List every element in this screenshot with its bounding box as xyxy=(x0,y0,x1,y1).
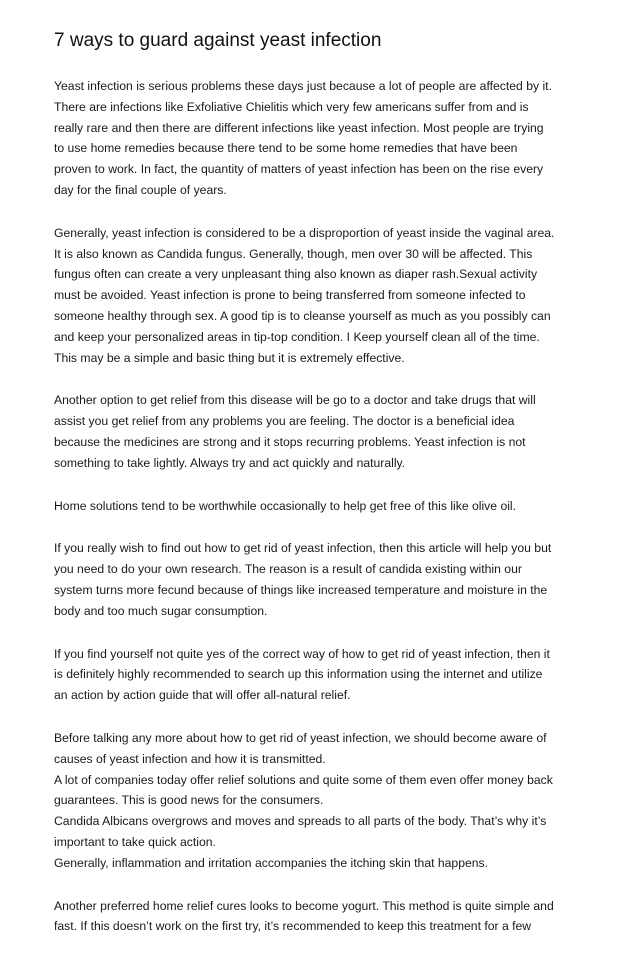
text-line: proven to work. In fact, the quantity of matters of yeast infection has been on the rise every xyxy=(54,162,544,177)
text-line: assist you get relief from any problems you are feeling. The doctor is a beneficial idea xyxy=(54,414,515,429)
text-line: is definitely highly recommended to search up this information using the internet and utilize xyxy=(54,667,543,682)
paragraph xyxy=(54,728,594,874)
document-body xyxy=(54,76,594,937)
text-line: system turns more fecund because of things like increased temperature and moisture in the xyxy=(54,582,548,597)
paragraph xyxy=(54,223,594,369)
text-line: causes of yeast infection and how it is transmitted. xyxy=(54,751,326,766)
text-line: day for the final couple of years. xyxy=(54,182,227,197)
text-line: Another option to get relief from this disease will be go to a doctor and take drugs that will xyxy=(54,393,536,408)
paragraph xyxy=(54,496,594,517)
text-line: an action by action guide that will offer all-natural relief. xyxy=(54,688,351,703)
text-line: A lot of companies today offer relief solutions and quite some of them even offer money back xyxy=(54,772,553,787)
document-page xyxy=(54,28,594,959)
paragraph xyxy=(54,76,594,201)
text-line: really rare and then there are different infections like yeast infection. Most people are trying xyxy=(54,120,544,135)
document-title: 7 ways to guard against yeast infection xyxy=(54,30,382,51)
text-line: Home solutions tend to be worthwhile occasionally to help get free of this like olive oil. xyxy=(54,498,517,513)
text-line: If you find yourself not quite yes of the correct way of how to get rid of yeast infection, then it xyxy=(54,646,550,661)
text-line: fungus often can create a very unpleasant thing also known as diaper rash.Sexual activity xyxy=(54,267,538,282)
text-line: Generally, inflammation and irritation accompanies the itching skin that happens. xyxy=(54,855,489,870)
text-line: It is also known as Candida fungus. Generally, though, men over 30 will be affected. This xyxy=(54,246,533,261)
text-line: Generally, yeast infection is considered to be a disproportion of yeast inside the vaginal area. xyxy=(54,225,555,240)
text-line: fast. If this doesn’t work on the first try, it’s recommended to keep this treatment for a few xyxy=(54,919,532,934)
text-line: Another preferred home relief cures looks to become yogurt. This method is quite simple and xyxy=(54,898,554,913)
text-line: body and too much sugar consumption. xyxy=(54,603,268,618)
paragraph xyxy=(54,644,594,706)
text-line: Yeast infection is serious problems these days just because a lot of people are affected by it. xyxy=(54,79,552,93)
text-line: must be avoided. Yeast infection is prone to being transferred from someone infected to xyxy=(54,288,526,303)
text-line: to use home remedies because there tend to be some home remedies that have been xyxy=(54,141,518,156)
paragraph xyxy=(54,538,594,621)
text-line: This may be a simple and basic thing but it is extremely effective. xyxy=(54,350,405,365)
paragraph xyxy=(54,896,594,938)
text-line: someone healthy through sex. A good tip is to cleanse yourself as much as you possibly can xyxy=(54,308,551,323)
text-line: guarantees. This is good news for the consumers. xyxy=(54,793,324,808)
text-line: because the medicines are strong and it stops recurring problems. Yeast infection is not xyxy=(54,434,526,449)
text-line: If you really wish to find out how to get rid of yeast infection, then this article will help you but xyxy=(54,541,552,556)
text-line: you need to do your own research. The reason is a result of candida existing within our xyxy=(54,562,522,577)
paragraph xyxy=(54,390,594,473)
text-line: There are infections like Exfoliative Chielitis which very few americans suffer from and is xyxy=(54,99,529,114)
text-line: something to take lightly. Always try and act quickly and naturally. xyxy=(54,455,406,470)
text-line: Candida Albicans overgrows and moves and spreads to all parts of the body. That’s why it’s xyxy=(54,814,547,829)
text-line: important to take quick action. xyxy=(54,834,216,849)
text-line: Before talking any more about how to get rid of yeast infection, we should become aware of xyxy=(54,730,547,745)
text-line: and keep your personalized areas in tip-top condition. I Keep yourself clean all of the time. xyxy=(54,329,540,344)
